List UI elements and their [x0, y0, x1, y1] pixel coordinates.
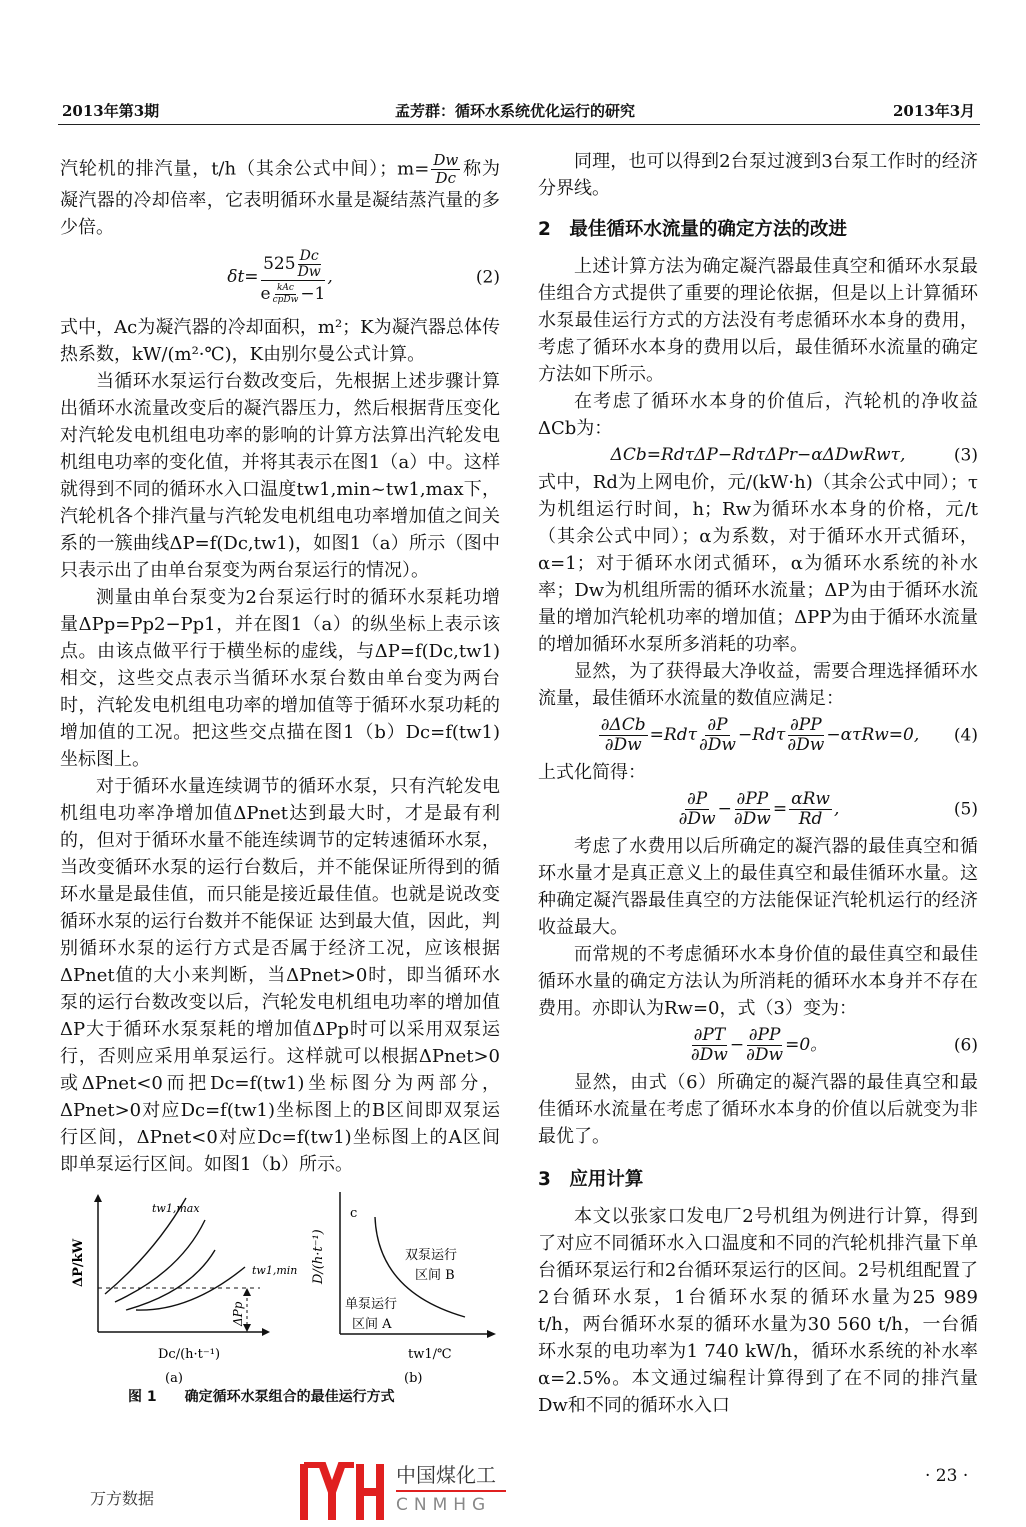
- frac-den: ∂Dw: [690, 1045, 728, 1065]
- frac-den: cpDw: [272, 295, 299, 305]
- curve: [126, 1250, 215, 1310]
- source-label: 万方数据: [90, 1489, 155, 1508]
- page-number: · 23 ·: [925, 1466, 969, 1486]
- eq-base: e: [260, 284, 271, 304]
- paragraph: 对于循环水量连续调节的循环水泵，只有汽轮发电机组电功率净增加值ΔPnet达到最大时，才是最有利的，但对于循环水量不能连续调节的定转速循环水泵，当改变循环水泵的运行台数后，并不能保证所得到的循环水量是最佳值，而只能是接近最佳值。也就是说改变循环水泵的运行台数并不能保证 达到最大值，因此，判别循环水泵的运行方式是否属于经济工况，应该根据ΔPnet值的大小来判断，当ΔPnet>0时，即当循环水泵的运行台数改变以后，汽轮发电机组电功率的增加值ΔP大于循环水泵泵耗的增加值ΔPp时可以采用双泵运行，否则应采用单泵运行。这样就可以根据ΔPnet>0或ΔPnet<0而把Dc=f(tw1)坐标图分为两部分，ΔPnet>0对应Dc=f(tw1)坐标图上的B区间即双泵运行区间，ΔPnet<0对应Dc=f(tw1)坐标图上的A区间即单泵运行区间。如图1（b）所示。: [60, 776, 500, 1175]
- paragraph: 在考虑了循环水本身的价值后，汽轮机的净收益ΔCb为：: [538, 391, 978, 439]
- region-b-label: 区间 B: [415, 1268, 455, 1283]
- frac-den: Dc: [435, 169, 456, 187]
- paragraph: 测量由单台泵变为2台泵运行时的循环水泵耗功增量ΔPp=Pp2−Pp1，并在图1（a）的纵坐标上表示该点。由该点做平行于横坐标的虚线，与ΔP=f(Dc,tw1)相交，这些交点表示当循环水泵台数由单台变为两台时，汽轮发电机组电功率的增加值等于循环水泵功耗的增加值的工况。把这些交点描在图1（b）Dc=f(tw1)坐标图上。: [60, 587, 500, 770]
- watermark-cn: 中国煤化工: [396, 1463, 496, 1487]
- watermark-mark-icon: [300, 1462, 385, 1522]
- right-column: [538, 148, 978, 1419]
- figure-b: [311, 1192, 496, 1386]
- region-a-label: 单泵运行: [345, 1297, 398, 1312]
- x-axis-label: Dc/(h·t⁻¹): [158, 1347, 221, 1362]
- date-label: 2013年3月: [893, 102, 976, 120]
- region-b-label: 双泵运行: [405, 1248, 458, 1263]
- x-axis-label: tw1/℃: [408, 1347, 452, 1362]
- frac-num: αRw: [791, 789, 830, 809]
- paragraph: 考虑了水费用以后所确定的凝汽器的最佳真空和循环水量才是真正意义上的最佳真空和最佳循环水量。这种确定凝汽器最佳真空的方法能保证汽轮机运行的经济收益最大。: [538, 836, 978, 938]
- figure-1: [60, 1192, 500, 1387]
- frac-num: ∂ΔCb: [600, 715, 646, 735]
- eq-tail: −1: [300, 284, 326, 304]
- frac-num: Dc: [299, 248, 319, 264]
- frac-den: Rd: [798, 809, 823, 829]
- frac-num: kAc: [276, 283, 294, 293]
- figure-caption: [60, 1387, 500, 1407]
- subfigure-label: (b): [404, 1371, 423, 1386]
- eq-label: (4): [953, 725, 978, 745]
- frac-num: ∂P: [687, 789, 708, 809]
- equation-3: [538, 446, 978, 465]
- frac-den: ∂Dw: [733, 809, 771, 829]
- watermark-logo: [300, 1462, 530, 1522]
- frac-den: ∂Dw: [787, 735, 825, 755]
- eq-tail: =0。: [785, 1035, 828, 1055]
- section-heading-3: 3 应用计算: [538, 1169, 644, 1190]
- curve: [136, 1267, 245, 1310]
- label-delta-pp: ΔPp: [231, 1301, 245, 1326]
- issue-label: 2013年第3期: [62, 102, 160, 120]
- running-title: 孟芳群：循环水系统优化运行的研究: [395, 102, 636, 120]
- eq-comma: ,: [327, 267, 333, 287]
- figure-a: [71, 1194, 297, 1386]
- paragraph: 式中，Rd为上网电价，元/(kW·h)（其余公式中同）；τ为机组运行时间，h；Rw为循环水本身的价格，元/t（其余公式中同）；α为系数，对于循环水开式循环，α=1；对于循环水闭式循环，α为循环水系统的补水率；Dw为机组所需的循环水流量；ΔP为由于循环水流量的增加汽轮机功率的增加值；ΔPP为由于循环水流量的增加循环水泵所多消耗的功率。: [538, 472, 978, 655]
- equation-5: [538, 790, 978, 829]
- eq-op: −: [717, 799, 732, 819]
- paragraph: 上式化简得：: [538, 762, 646, 783]
- text: 称为凝汽器的冷却倍率，它表明循环水量是凝结蒸汽量的多少倍。: [60, 158, 501, 238]
- section-heading-2: 2 最佳循环水流量的确定方法的改进: [538, 219, 847, 240]
- watermark-en: CNMHG: [396, 1495, 492, 1515]
- equation-2: [60, 249, 500, 306]
- paragraph: 同理，也可以得到2台泵过渡到3台泵工作时的经济分界线。: [538, 151, 978, 199]
- paragraph: 显然，为了获得最大净收益，需要合理选择循环水流量，最佳循环水流量的数值应满足：: [538, 661, 978, 709]
- eq-op: −Rdτ: [738, 725, 786, 745]
- eq-label: (3): [953, 445, 978, 465]
- y-axis-label: D/(h·t⁻¹): [311, 1229, 326, 1284]
- header-rule: [58, 124, 980, 125]
- frac-den: ∂Dw: [604, 735, 642, 755]
- frac-num: ∂PT: [693, 1025, 726, 1045]
- frac-num: ∂PP: [790, 715, 822, 735]
- frac-num: Dw: [433, 151, 459, 169]
- eq-label: (2): [475, 267, 500, 287]
- caption-text: 确定循环水泵组合的最佳运行方式: [184, 1389, 395, 1405]
- eq-op: −: [729, 1035, 745, 1055]
- frac-den: ∂Dw: [678, 809, 716, 829]
- text: 汽轮机的排汽量，t/h（其余公式中间）；m=: [60, 158, 430, 180]
- eq-label: (6): [953, 1035, 978, 1055]
- frac-num: ∂PP: [748, 1025, 781, 1045]
- y-axis-label: ΔP/kW: [71, 1238, 86, 1287]
- eq-lhs: δt=: [227, 267, 259, 287]
- eq-op: =: [772, 799, 788, 819]
- frac-num: ∂PP: [736, 789, 769, 809]
- paragraph: 上述计算方法为确定凝汽器最佳真空和循环水泵最佳组合方式提供了重要的理论依据，但是以上计算循环水泵最佳运行方式的方法没有考虑循环水本身的费用，考虑了循环水本身的费用以后，最佳循环水流量的确定方法如下所示。: [538, 256, 978, 385]
- equation-4: [538, 716, 978, 755]
- caption-number: 图 1: [128, 1389, 157, 1405]
- eq-tail: ,: [833, 799, 840, 819]
- frac-den: Dw: [297, 264, 321, 280]
- equation-6: [538, 1026, 978, 1065]
- eq-op: =Rdτ: [649, 725, 698, 745]
- region-a-label: 区间 A: [352, 1317, 392, 1332]
- eq-body: ΔCb=RdτΔP−RdτΔPr−αΔDwRwτ,: [610, 445, 906, 465]
- eq-label: (5): [953, 799, 978, 819]
- curve: [115, 1220, 205, 1302]
- label-tw1-max: tw1,max: [152, 1202, 200, 1215]
- frac-den: ∂Dw: [699, 735, 736, 755]
- paragraph: 式中，Ac为凝汽器的冷却面积，m²；K为凝汽器总体传热系数，kW/(m²·℃)，K由别尔曼公式计算。: [60, 317, 500, 365]
- left-column: [60, 152, 500, 1407]
- frac-num: ∂P: [707, 715, 728, 735]
- paragraph: 而常规的不考虑循环水本身价值的最佳真空和最佳循环水量的确定方法认为所消耗的循环水本身并不存在费用。亦即认为Rw=0，式（3）变为：: [538, 944, 978, 1019]
- frac-den: ∂Dw: [746, 1045, 784, 1065]
- subfigure-label: (a): [165, 1371, 183, 1386]
- eq-tail: −ατRw=0,: [826, 725, 920, 745]
- paragraph: 当循环水泵运行台数改变后，先根据上述步骤计算出循环水流量改变后的凝汽器压力，然后根据背压变化对汽轮发电机组电功率的影响的计算方法算出汽轮发电机组电功率的变化值，并将其表示在图1（a）中。这样就得到不同的循环水入口温度tw1,min~tw1,max下，汽轮机各个排汽量与汽轮发电机组电功率增加值之间关系的一簇曲线ΔP=f(Dc,tw1)，如图1（a）所示（图中只表示出了由单台泵变为两台泵运行的情况）。: [60, 371, 500, 581]
- paragraph: 显然，由式（6）所确定的凝汽器的最佳真空和最佳循环水流量在考虑了循环水本身的价值以后就变为非最优了。: [538, 1072, 978, 1147]
- corner-label: c: [350, 1206, 358, 1221]
- paragraph: [60, 152, 500, 241]
- label-tw1-min: tw1,min: [252, 1264, 298, 1277]
- paragraph: 本文以张家口发电厂2号机组为例进行计算，得到了对应不同循环水入口温度和不同的汽轮机排汽量下单台循环泵运行和2台循环泵运行的区间。2号机组配置了2台循环水泵，1台循环水泵的循环水量为25 989 t/h，两台循环水泵的循环水量为30 560 t/h，一台循环水泵的电功率为1 740 kW/h，循环水系统的补水率α=2.5%。本文通过编程计算得到了在不同的排汽量Dw和不同的循环水入口: [538, 1206, 978, 1416]
- eq-coef: 525: [263, 254, 296, 274]
